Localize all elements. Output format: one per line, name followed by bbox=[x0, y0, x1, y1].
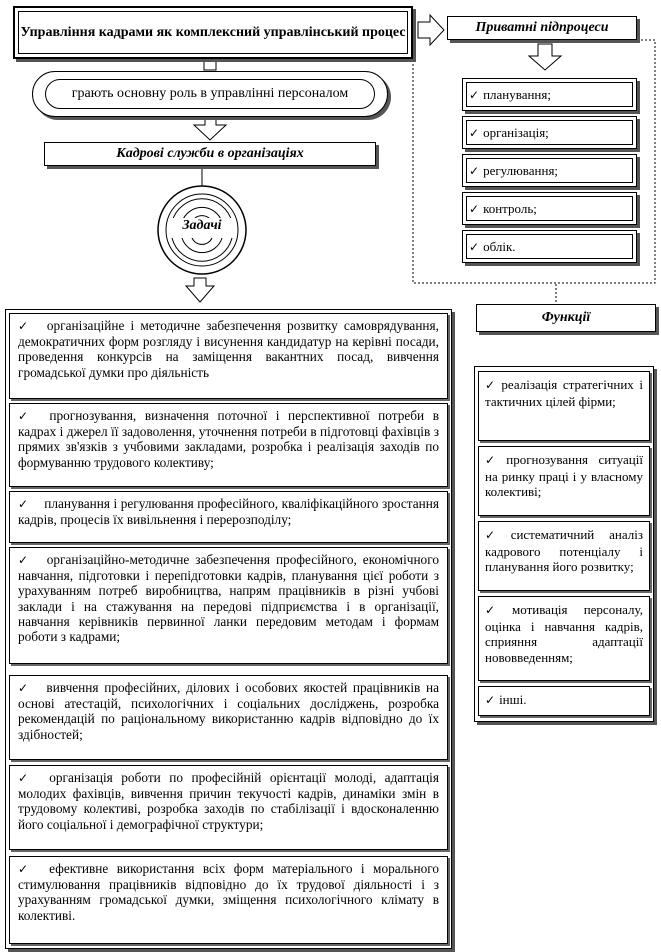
arrow-down-private bbox=[529, 44, 561, 70]
check-icon: ✓ bbox=[18, 497, 29, 511]
check-icon: ✓ bbox=[485, 378, 498, 392]
tasks-list bbox=[5, 309, 452, 949]
function-item: ✓ прогнозування ситуації на ринку праці і у власному колективі; bbox=[478, 446, 650, 516]
task-item: ✓ організація роботи по професійній орієнтації молоді, адаптація молодих фахівців, вивчення причин текучості кадрів, динаміки змін в трудовому колективі, розробка заходів по стабілізації і вдосконаленню його соціальної і демографічної структури; bbox=[9, 765, 448, 850]
connector-title-pill bbox=[204, 61, 216, 70]
task-item: ✓ планування і регулювання професійного, кваліфікаційного зростання кадрів, процесів їх вивільнення і перерозподілу; bbox=[9, 491, 448, 543]
subprocess-item: ✓ регулювання; bbox=[462, 154, 637, 187]
hr-services-title: Кадрові служби в організаціях bbox=[44, 142, 376, 166]
function-item: ✓ реалізація стратегічних і тактичних цілей фірми; bbox=[478, 371, 650, 441]
subprocess-item: ✓ організація; bbox=[462, 116, 637, 149]
check-icon: ✓ bbox=[469, 239, 480, 254]
function-item: ✓ систематичний аналіз кадрового потенціалу і планування його розвитку; bbox=[478, 521, 650, 591]
check-icon: ✓ bbox=[18, 862, 34, 876]
check-icon: ✓ bbox=[18, 409, 34, 423]
check-icon: ✓ bbox=[18, 553, 31, 567]
task-item: ✓ організаційно-методичне забезпечення професійного, економічного навчання, підготовки і перепідготовки кадрів, планування цієї роботи з урахуванням потреб виробництва, напрям працівників в різні учбові заклади і на стажування на передові підприємства і в організації, навчання керівників первинної ланки передовим методам і формам роботи з кадрами; bbox=[9, 547, 448, 664]
tasks-label: Задачі bbox=[170, 218, 234, 234]
check-icon: ✓ bbox=[18, 771, 34, 785]
main-title-box bbox=[13, 6, 413, 59]
task-item: ✓ вивчення професійних, ділових і особових якостей працівників на основі атестацій, психологічних і соціальних досліджень, розробка рекомендацій по раціональному використанню кадрів відповідно до їх здібностей; bbox=[9, 675, 448, 760]
check-icon: ✓ bbox=[485, 528, 507, 542]
check-icon: ✓ bbox=[469, 87, 480, 102]
arrow-right bbox=[418, 15, 444, 45]
check-icon: ✓ bbox=[469, 125, 480, 140]
function-item: ✓ інші. bbox=[478, 686, 650, 716]
role-text: грають основну роль в управлінні персоналом bbox=[45, 79, 375, 109]
check-icon: ✓ bbox=[485, 453, 503, 467]
task-item: ✓ організаційне і методичне забезпечення розвитку самоврядування, демократичних форм розгляду і висунення кандидатур на керівні посади, проведення конкурсів на заміщення вакантних посад, вивчення громадської думки про діяльність bbox=[9, 313, 448, 399]
check-icon: ✓ bbox=[18, 681, 31, 695]
task-item: ✓ прогнозування, визначення поточної і перспективної потреби в кадрах і джерел її задоволення, уточнення потреби в підготовці фахівців з прямих зв'язків з учбовими закладами, розробка і реалізація заходів по формуванню трудового колективу; bbox=[9, 403, 448, 487]
check-icon: ✓ bbox=[469, 163, 480, 178]
check-icon: ✓ bbox=[485, 603, 509, 617]
subprocess-item: ✓ контроль; bbox=[462, 192, 637, 225]
subprocess-item: ✓ планування; bbox=[462, 78, 637, 111]
private-subprocesses-title: Приватні підпроцеси bbox=[447, 16, 637, 40]
arrow-down-tasks bbox=[186, 278, 214, 302]
check-icon: ✓ bbox=[469, 201, 480, 216]
function-item: ✓ мотивація персоналу, оцінка і навчання кадрів, сприяння адаптації нововведенням; bbox=[478, 596, 650, 681]
check-icon: ✓ bbox=[18, 319, 31, 333]
functions-list bbox=[474, 366, 654, 722]
check-icon: ✓ bbox=[485, 693, 496, 707]
task-item: ✓ ефективне використання всіх форм матеріального і морального стимулювання працівників відповідно до їх трудової діяльності і з урахуванням громадської думки, зміщення психологічного клімату в колективі. bbox=[9, 856, 448, 944]
subprocess-item: ✓ облік. bbox=[462, 230, 637, 263]
arrow-down-services bbox=[194, 119, 226, 140]
role-pill bbox=[32, 71, 388, 117]
functions-title: Функції bbox=[476, 304, 656, 332]
main-title: Управління кадрами як комплексний управлінський процес bbox=[20, 25, 406, 40]
